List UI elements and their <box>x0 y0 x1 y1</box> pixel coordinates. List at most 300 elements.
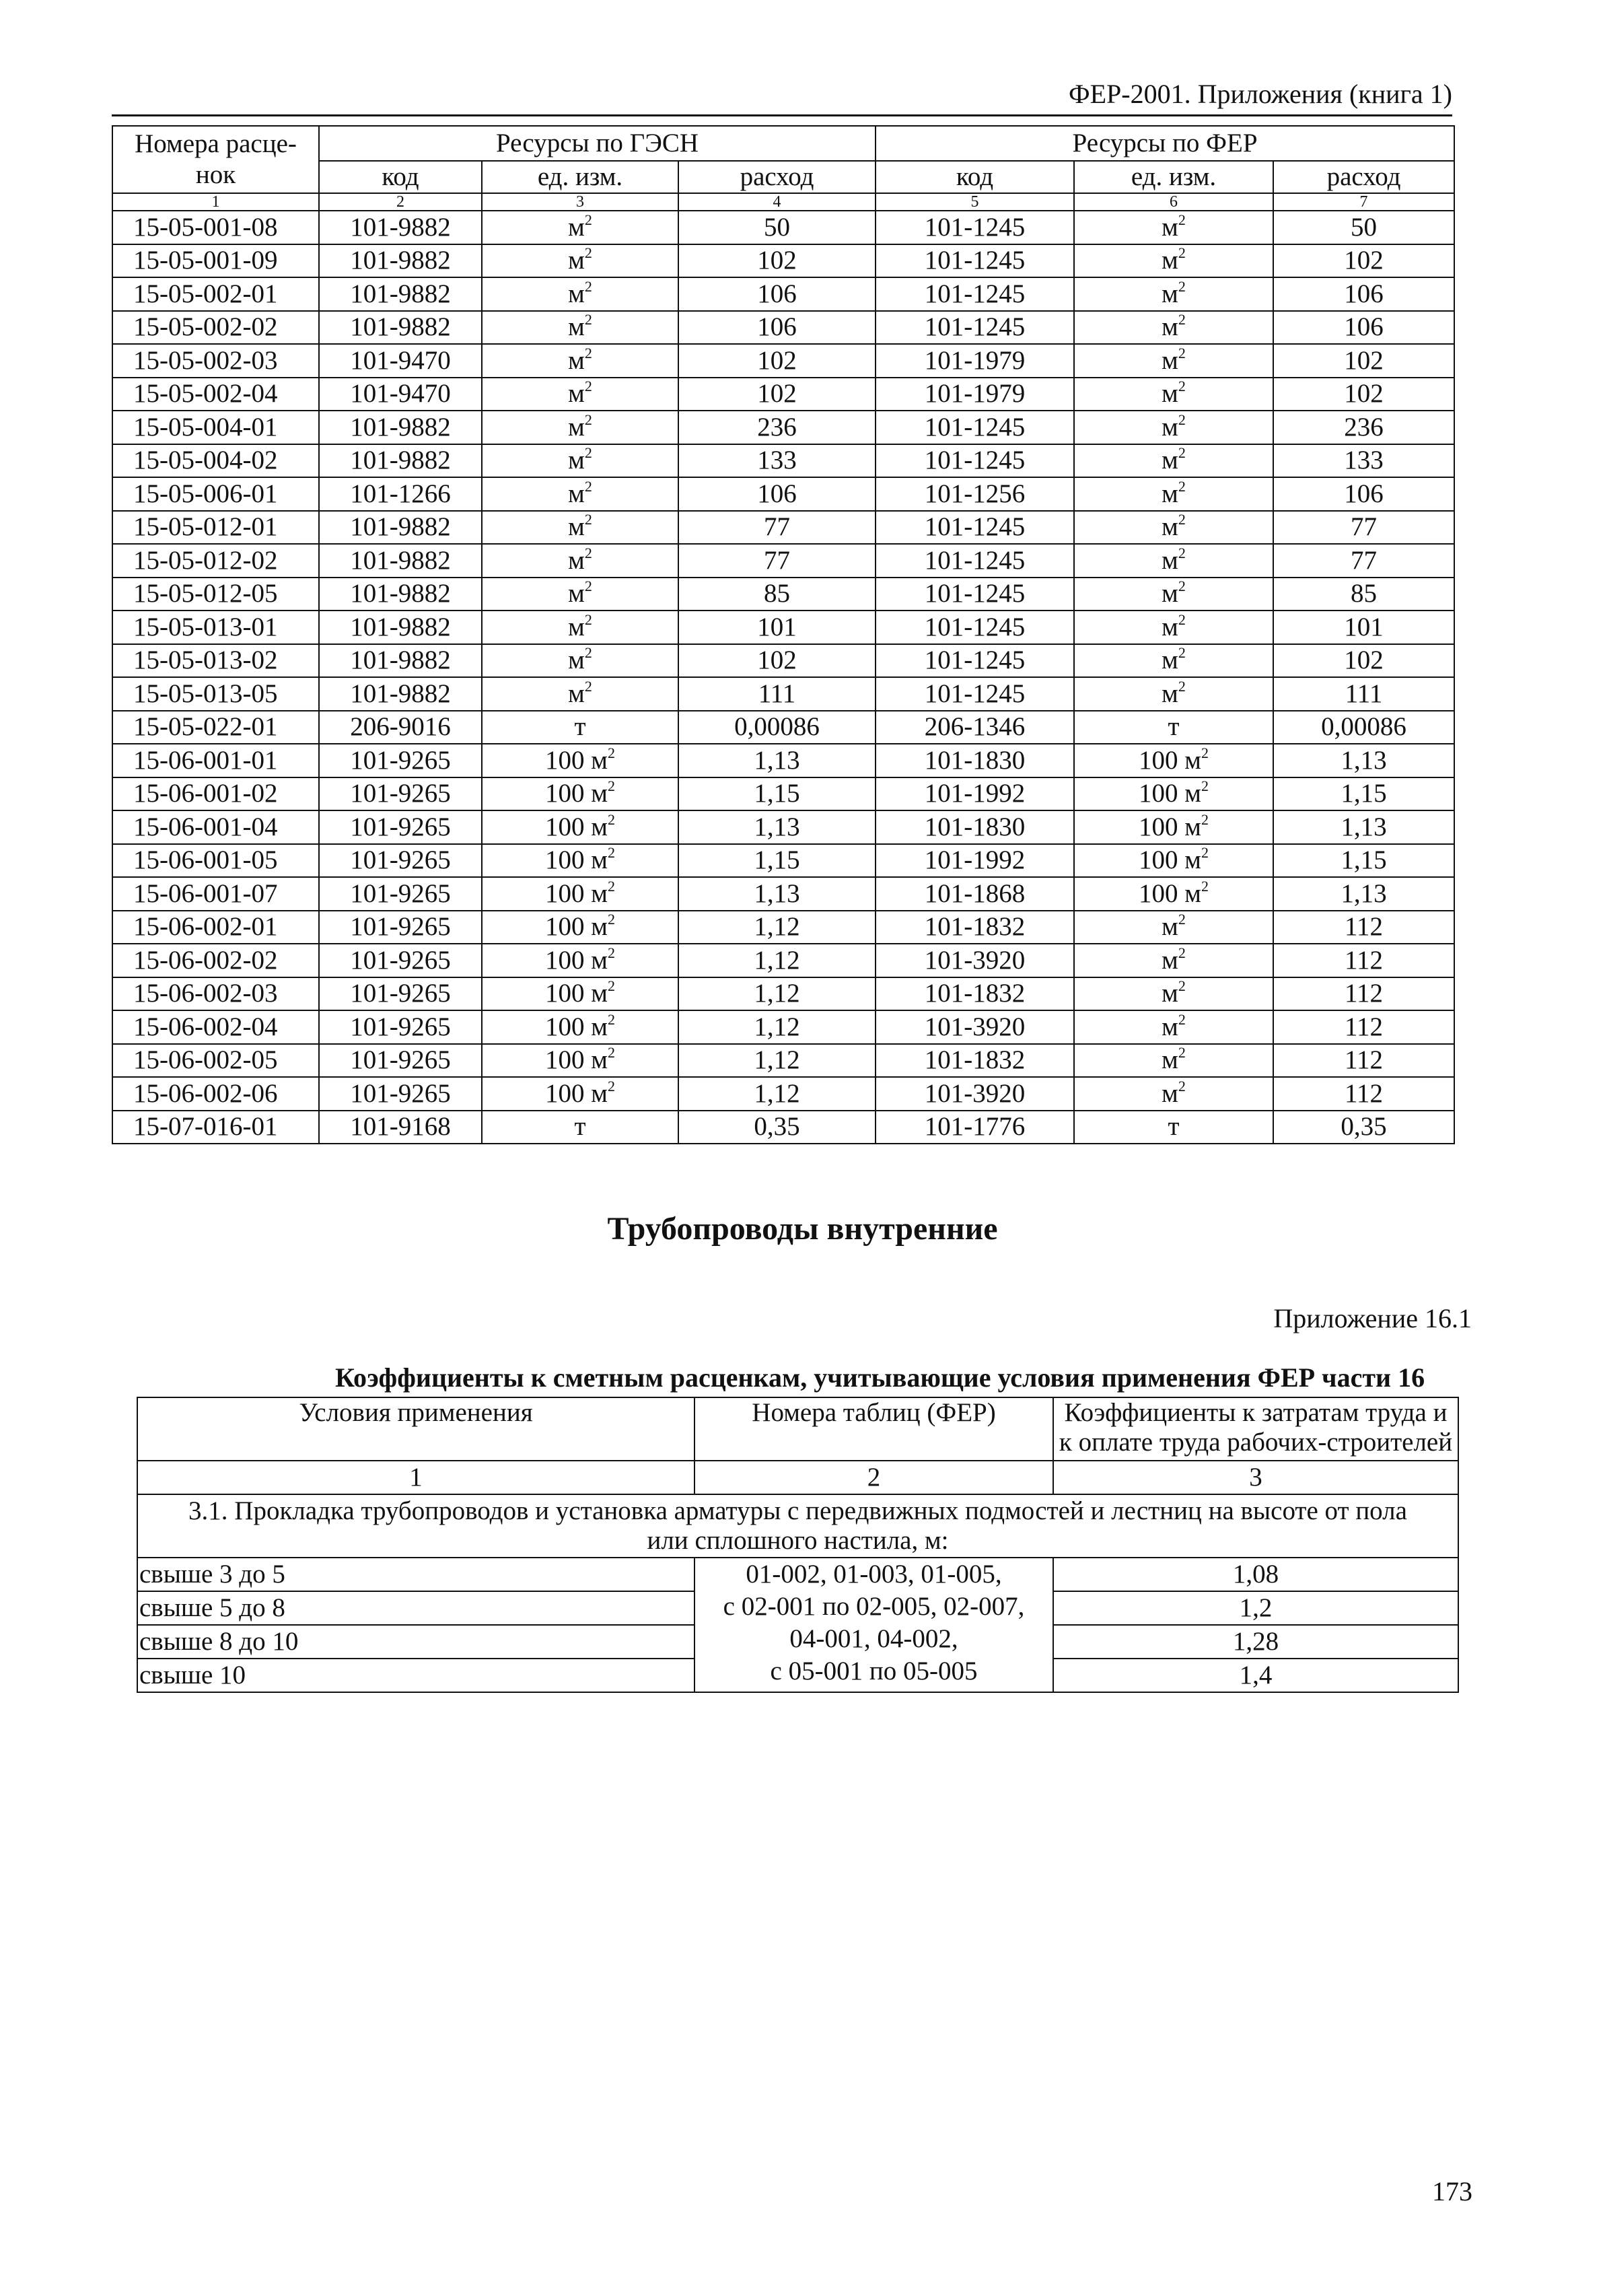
fer-code-cell: 101-1245 <box>876 644 1074 678</box>
fer-unit-cell <box>1074 977 1273 1011</box>
coefficients-table <box>137 1397 1459 1693</box>
fer-code-cell: 101-1245 <box>876 611 1074 644</box>
table-numbers-line: с 02-001 по 02-005, 02-007, <box>723 1592 1025 1621</box>
fer-code-cell: 101-1992 <box>876 777 1074 811</box>
gesn-code-cell: 101-9265 <box>319 777 482 811</box>
gesn-unit-cell-text: м <box>568 679 585 708</box>
table-row <box>112 1111 1454 1144</box>
gesn-code-cell: 101-9882 <box>319 511 482 545</box>
gesn-unit-cell <box>482 1044 678 1078</box>
gesn-unit-cell <box>482 644 678 678</box>
fer-unit-cell-text: 100 м <box>1139 779 1201 808</box>
fer-consumption-cell: 77 <box>1273 544 1454 578</box>
fer-code-cell: 101-3920 <box>876 1010 1074 1044</box>
column-index: 1 <box>137 1461 694 1494</box>
table-row <box>112 777 1454 811</box>
fer-unit-cell <box>1074 744 1273 777</box>
gesn-unit-cell-text: м <box>568 212 585 242</box>
section-title: Трубопроводы внутренние <box>607 1211 998 1247</box>
fer-consumption-cell: 112 <box>1273 1077 1454 1111</box>
rate-number-cell: 15-07-016-01 <box>112 1111 319 1144</box>
gesn-unit-cell-exponent: 2 <box>607 744 615 761</box>
gesn-unit-cell-text: 100 м <box>545 878 608 908</box>
gesn-unit-cell-text: 100 м <box>545 1012 608 1041</box>
fer-unit-cell <box>1074 411 1273 444</box>
fer-unit-cell-exponent: 2 <box>1178 411 1186 428</box>
gesn-code-cell: 101-9882 <box>319 578 482 611</box>
table-numbers-line: с 05-001 по 05-005 <box>770 1657 978 1685</box>
fer-consumption-cell: 50 <box>1273 211 1454 244</box>
rate-number-cell: 15-06-001-05 <box>112 844 319 878</box>
rate-number-cell: 15-05-012-02 <box>112 544 319 578</box>
table-row <box>112 211 1454 244</box>
condition-cell: свыше 5 до 8 <box>137 1591 694 1625</box>
fer-unit-cell-text: м <box>1162 1012 1178 1041</box>
column-index: 7 <box>1273 193 1454 211</box>
fer-unit-cell <box>1074 344 1273 378</box>
fer-unit-cell-text: м <box>1162 679 1178 708</box>
gesn-unit-cell-text: м <box>568 446 585 475</box>
gesn-unit-cell-exponent: 2 <box>607 877 615 895</box>
fer-unit-cell <box>1074 444 1273 478</box>
gesn-consumption-cell: 0,35 <box>678 1111 876 1144</box>
gesn-unit-cell <box>482 211 678 244</box>
table-row <box>112 877 1454 911</box>
gesn-unit-cell-text: м <box>568 345 585 375</box>
header-gesn-unit: ед. изм. <box>482 161 678 193</box>
fer-unit-cell-exponent: 2 <box>1178 611 1186 628</box>
fer-unit-cell <box>1074 644 1273 678</box>
fer-code-cell: 101-1245 <box>876 411 1074 444</box>
header-gesn-group: Ресурсы по ГЭСН <box>319 126 876 161</box>
table-row <box>112 578 1454 611</box>
gesn-code-cell: 101-9882 <box>319 544 482 578</box>
fer-unit-cell-text: м <box>1162 612 1178 641</box>
coefficient-cell: 1,2 <box>1053 1591 1458 1625</box>
fer-unit-cell-text: м <box>1162 212 1178 242</box>
fer-unit-cell <box>1074 944 1273 977</box>
column-index: 2 <box>319 193 482 211</box>
fer-unit-cell-text: м <box>1162 379 1178 409</box>
gesn-consumption-cell: 1,12 <box>678 944 876 977</box>
column-index: 5 <box>876 193 1074 211</box>
gesn-unit-cell <box>482 777 678 811</box>
table-row <box>112 810 1454 844</box>
gesn-consumption-cell: 1,12 <box>678 911 876 944</box>
table-row <box>112 677 1454 711</box>
fer-code-cell: 101-1245 <box>876 244 1074 278</box>
fer-unit-cell-text: м <box>1162 912 1178 942</box>
coefficient-cell: 1,28 <box>1053 1625 1458 1659</box>
gesn-unit-cell-exponent: 2 <box>584 611 592 628</box>
gesn-unit-cell-text: м <box>568 379 585 409</box>
rate-number-cell: 15-06-002-02 <box>112 944 319 977</box>
gesn-unit-cell-exponent: 2 <box>607 1010 615 1028</box>
fer-unit-cell <box>1074 911 1273 944</box>
rate-number-cell: 15-06-002-03 <box>112 977 319 1011</box>
gesn-unit-cell-exponent: 2 <box>607 977 615 995</box>
header-conditions: Условия применения <box>137 1397 694 1461</box>
rate-number-cell: 15-06-001-02 <box>112 777 319 811</box>
fer-unit-cell-exponent: 2 <box>1178 944 1186 961</box>
fer-unit-cell <box>1074 311 1273 345</box>
gesn-consumption-cell: 1,13 <box>678 877 876 911</box>
table-row <box>112 511 1454 545</box>
fer-unit-cell-text: м <box>1162 945 1178 975</box>
gesn-unit-cell <box>482 711 678 744</box>
fer-code-cell: 101-1868 <box>876 877 1074 911</box>
rate-number-cell: 15-06-001-01 <box>112 744 319 777</box>
fer-unit-cell-exponent: 2 <box>1178 511 1186 528</box>
fer-unit-cell-text: м <box>1162 479 1178 508</box>
fer-unit-cell-text: м <box>1162 412 1178 442</box>
gesn-code-cell: 101-9470 <box>319 344 482 378</box>
fer-consumption-cell: 0,00086 <box>1273 711 1454 744</box>
fer-unit-cell <box>1074 578 1273 611</box>
fer-unit-cell-text: м <box>1162 1045 1178 1075</box>
fer-code-cell: 101-3920 <box>876 944 1074 977</box>
column-index: 3 <box>1053 1461 1458 1494</box>
fer-consumption-cell: 112 <box>1273 1010 1454 1044</box>
fer-consumption-cell: 102 <box>1273 344 1454 378</box>
header-coefficients-line2: к оплате труда рабочих-строителей <box>1059 1428 1453 1457</box>
fer-unit-cell-text: 100 м <box>1139 745 1201 775</box>
condition-cell: свыше 3 до 5 <box>137 1558 694 1591</box>
fer-code-cell: 101-1776 <box>876 1111 1074 1144</box>
gesn-unit-cell-exponent: 2 <box>607 911 615 928</box>
fer-code-cell: 101-1832 <box>876 977 1074 1011</box>
fer-code-cell: 101-1832 <box>876 911 1074 944</box>
gesn-unit-cell <box>482 1010 678 1044</box>
gesn-code-cell: 101-9265 <box>319 911 482 944</box>
gesn-unit-cell <box>482 511 678 545</box>
gesn-code-cell: 101-9882 <box>319 444 482 478</box>
gesn-unit-cell-exponent: 2 <box>607 944 615 961</box>
resources-table-body <box>112 211 1454 1144</box>
fer-consumption-cell: 77 <box>1273 511 1454 545</box>
table-row <box>112 1010 1454 1044</box>
gesn-unit-cell-exponent: 2 <box>607 844 615 862</box>
fer-consumption-cell: 112 <box>1273 977 1454 1011</box>
gesn-consumption-cell: 85 <box>678 578 876 611</box>
gesn-unit-cell-exponent: 2 <box>607 810 615 828</box>
gesn-consumption-cell: 1,13 <box>678 744 876 777</box>
fer-unit-cell <box>1074 511 1273 545</box>
table-row <box>112 844 1454 878</box>
fer-consumption-cell: 236 <box>1273 411 1454 444</box>
gesn-unit-cell <box>482 744 678 777</box>
gesn-code-cell: 101-9265 <box>319 1044 482 1078</box>
gesn-consumption-cell: 1,12 <box>678 1010 876 1044</box>
fer-code-cell: 101-1245 <box>876 311 1074 345</box>
header-coefficients-line1: Коэффициенты к затратам труда и <box>1064 1398 1448 1427</box>
gesn-unit-cell-text: м <box>568 512 585 542</box>
gesn-code-cell: 101-9882 <box>319 311 482 345</box>
fer-code-cell: 101-1830 <box>876 744 1074 777</box>
fer-consumption-cell: 133 <box>1273 444 1454 478</box>
fer-unit-cell <box>1074 777 1273 811</box>
fer-unit-cell <box>1074 611 1273 644</box>
gesn-code-cell: 101-9265 <box>319 944 482 977</box>
fer-consumption-cell: 102 <box>1273 378 1454 411</box>
gesn-code-cell: 101-1266 <box>319 477 482 511</box>
table-row <box>112 444 1454 478</box>
fer-unit-cell <box>1074 810 1273 844</box>
rate-number-cell: 15-05-002-03 <box>112 344 319 378</box>
table-numbers-line: 04-001, 04-002, <box>789 1624 958 1653</box>
header-gesn-code: код <box>319 161 482 193</box>
fer-consumption-cell: 1,13 <box>1273 877 1454 911</box>
gesn-consumption-cell: 101 <box>678 611 876 644</box>
gesn-consumption-cell: 1,15 <box>678 844 876 878</box>
gesn-code-cell: 101-9265 <box>319 877 482 911</box>
fer-unit-cell <box>1074 877 1273 911</box>
gesn-unit-cell-exponent: 2 <box>584 511 592 528</box>
fer-unit-cell-exponent: 2 <box>1201 844 1209 862</box>
rate-number-cell: 15-06-002-06 <box>112 1077 319 1111</box>
table-row <box>112 977 1454 1011</box>
gesn-code-cell: 101-9265 <box>319 1010 482 1044</box>
fer-unit-cell <box>1074 844 1273 878</box>
fer-consumption-cell: 102 <box>1273 644 1454 678</box>
gesn-unit-cell <box>482 444 678 478</box>
fer-code-cell: 101-1245 <box>876 444 1074 478</box>
table-row <box>112 311 1454 345</box>
fer-code-cell: 101-1832 <box>876 1044 1074 1078</box>
gesn-unit-cell-exponent: 2 <box>584 411 592 428</box>
fer-unit-cell-exponent: 2 <box>1178 544 1186 561</box>
fer-code-cell: 101-1979 <box>876 378 1074 411</box>
header-fer-code: код <box>876 161 1074 193</box>
gesn-unit-cell <box>482 877 678 911</box>
fer-unit-cell-exponent: 2 <box>1178 1044 1186 1062</box>
fer-code-cell: 101-1979 <box>876 344 1074 378</box>
fer-unit-cell <box>1074 1010 1273 1044</box>
fer-code-cell: 101-1245 <box>876 677 1074 711</box>
header-fer-group: Ресурсы по ФЕР <box>876 126 1454 161</box>
fer-code-cell: 101-1245 <box>876 544 1074 578</box>
fer-unit-cell-exponent: 2 <box>1178 1010 1186 1028</box>
gesn-consumption-cell: 1,15 <box>678 777 876 811</box>
gesn-code-cell: 101-9882 <box>319 677 482 711</box>
coefficients-table-title: Коэффициенты к сметным расценкам, учитывающие условия применения ФЕР части 16 <box>335 1362 1425 1393</box>
fer-code-cell: 101-1245 <box>876 211 1074 244</box>
rate-number-cell: 15-06-001-07 <box>112 877 319 911</box>
gesn-unit-cell <box>482 477 678 511</box>
gesn-unit-cell-exponent: 2 <box>584 677 592 695</box>
gesn-unit-cell <box>482 411 678 444</box>
table-row <box>112 711 1454 744</box>
fer-unit-cell <box>1074 711 1273 744</box>
gesn-consumption-cell: 77 <box>678 511 876 545</box>
gesn-unit-cell <box>482 810 678 844</box>
fer-consumption-cell: 1,13 <box>1273 744 1454 777</box>
gesn-code-cell: 101-9882 <box>319 211 482 244</box>
gesn-unit-cell-text: 100 м <box>545 979 608 1008</box>
table-row <box>112 1077 1454 1111</box>
gesn-unit-cell-exponent: 2 <box>584 444 592 462</box>
table-row <box>112 1044 1454 1078</box>
header-fer-consumption: расход <box>1273 161 1454 193</box>
header-rate-number-line1: Номера расце- <box>135 129 297 158</box>
header-gesn-consumption: расход <box>678 161 876 193</box>
table-row <box>112 611 1454 644</box>
fer-code-cell: 101-1256 <box>876 477 1074 511</box>
fer-consumption-cell: 1,13 <box>1273 810 1454 844</box>
gesn-unit-cell-text: м <box>568 279 585 308</box>
gesn-unit-cell <box>482 378 678 411</box>
fer-unit-cell-exponent: 2 <box>1178 477 1186 495</box>
fer-code-cell: 101-1245 <box>876 578 1074 611</box>
fer-unit-cell-text: м <box>1162 646 1178 675</box>
gesn-unit-cell <box>482 578 678 611</box>
gesn-unit-cell-exponent: 2 <box>584 378 592 395</box>
fer-unit-cell-text: м <box>1162 579 1178 608</box>
column-index: 1 <box>112 193 319 211</box>
fer-code-cell: 101-1992 <box>876 844 1074 878</box>
gesn-consumption-cell: 1,13 <box>678 810 876 844</box>
fer-unit-cell-exponent: 2 <box>1178 244 1186 262</box>
header-coefficients <box>1053 1397 1458 1461</box>
rate-number-cell: 15-05-002-02 <box>112 311 319 345</box>
fer-unit-cell <box>1074 211 1273 244</box>
gesn-code-cell: 101-9265 <box>319 844 482 878</box>
gesn-unit-cell-exponent: 2 <box>607 1044 615 1062</box>
header-fer-unit: ед. изм. <box>1074 161 1273 193</box>
rate-number-cell: 15-06-002-04 <box>112 1010 319 1044</box>
fer-consumption-cell: 112 <box>1273 944 1454 977</box>
gesn-unit-cell <box>482 544 678 578</box>
table-row <box>112 477 1454 511</box>
gesn-code-cell: 101-9265 <box>319 744 482 777</box>
gesn-unit-cell-text: 100 м <box>545 812 608 841</box>
gesn-unit-cell <box>482 911 678 944</box>
gesn-unit-cell-text: м <box>568 646 585 675</box>
rate-number-cell: 15-05-002-01 <box>112 277 319 311</box>
gesn-unit-cell <box>482 244 678 278</box>
fer-unit-cell-text: м <box>1162 345 1178 375</box>
fer-unit-cell-text: м <box>1162 512 1178 542</box>
rate-number-cell: 15-06-002-01 <box>112 911 319 944</box>
table-numbers-cell <box>694 1558 1053 1692</box>
gesn-unit-cell-exponent: 2 <box>584 544 592 561</box>
gesn-unit-cell-text: 100 м <box>545 1045 608 1075</box>
fer-unit-cell-exponent: 2 <box>1178 578 1186 595</box>
gesn-consumption-cell: 77 <box>678 544 876 578</box>
fer-unit-cell-exponent: 2 <box>1178 1077 1186 1094</box>
column-index: 4 <box>678 193 876 211</box>
gesn-unit-cell-exponent: 2 <box>584 311 592 328</box>
fer-unit-cell-exponent: 2 <box>1178 677 1186 695</box>
gesn-consumption-cell: 102 <box>678 644 876 678</box>
gesn-consumption-cell: 102 <box>678 244 876 278</box>
gesn-unit-cell-text: 100 м <box>545 845 608 875</box>
table-row <box>112 244 1454 278</box>
fer-unit-cell-exponent: 2 <box>1178 444 1186 462</box>
rate-number-cell: 15-05-001-09 <box>112 244 319 278</box>
rate-number-cell: 15-05-002-04 <box>112 378 319 411</box>
gesn-code-cell: 101-9882 <box>319 611 482 644</box>
fer-unit-cell-exponent: 2 <box>1201 877 1209 895</box>
fer-unit-cell-exponent: 2 <box>1178 211 1186 228</box>
fer-unit-cell-text: м <box>1162 246 1178 275</box>
fer-unit-cell-text: т <box>1168 712 1180 742</box>
gesn-code-cell: 101-9470 <box>319 378 482 411</box>
gesn-consumption-cell: 1,12 <box>678 977 876 1011</box>
fer-unit-cell-exponent: 2 <box>1178 911 1186 928</box>
gesn-unit-cell-text: т <box>574 712 586 742</box>
fer-unit-cell-text: м <box>1162 545 1178 575</box>
gesn-consumption-cell: 102 <box>678 344 876 378</box>
column-index: 3 <box>482 193 678 211</box>
gesn-consumption-cell: 106 <box>678 277 876 311</box>
gesn-unit-cell-exponent: 2 <box>584 244 592 262</box>
gesn-unit-cell-exponent: 2 <box>584 344 592 361</box>
fer-unit-cell-text: м <box>1162 446 1178 475</box>
rate-number-cell: 15-05-012-01 <box>112 511 319 545</box>
gesn-unit-cell <box>482 611 678 644</box>
fer-unit-cell-exponent: 2 <box>1201 777 1209 795</box>
coefficient-cell: 1,08 <box>1053 1558 1458 1591</box>
table-numbers-line: 01-002, 01-003, 01-005, <box>746 1560 1002 1589</box>
fer-consumption-cell: 0,35 <box>1273 1111 1454 1144</box>
fer-unit-cell-text: м <box>1162 312 1178 342</box>
fer-consumption-cell: 106 <box>1273 477 1454 511</box>
gesn-unit-cell <box>482 344 678 378</box>
fer-consumption-cell: 1,15 <box>1273 844 1454 878</box>
gesn-unit-cell <box>482 311 678 345</box>
column-index: 2 <box>694 1461 1053 1494</box>
gesn-unit-cell-exponent: 2 <box>584 211 592 228</box>
gesn-unit-cell-text: 100 м <box>545 779 608 808</box>
fer-unit-cell <box>1074 544 1273 578</box>
gesn-consumption-cell: 236 <box>678 411 876 444</box>
gesn-unit-cell-text: 100 м <box>545 945 608 975</box>
fer-code-cell: 101-3920 <box>876 1077 1074 1111</box>
rate-number-cell: 15-05-013-05 <box>112 677 319 711</box>
page-number: 173 <box>1432 2176 1472 2206</box>
gesn-unit-cell <box>482 1111 678 1144</box>
fer-unit-cell <box>1074 1077 1273 1111</box>
gesn-unit-cell-exponent: 2 <box>584 477 592 495</box>
condition-cell: свыше 10 <box>137 1659 694 1692</box>
gesn-unit-cell <box>482 944 678 977</box>
rate-number-cell: 15-05-013-02 <box>112 644 319 678</box>
gesn-code-cell: 101-9265 <box>319 810 482 844</box>
gesn-unit-cell-exponent: 2 <box>607 777 615 795</box>
fer-unit-cell-exponent: 2 <box>1201 744 1209 761</box>
fer-consumption-cell: 85 <box>1273 578 1454 611</box>
fer-unit-cell-text: 100 м <box>1139 812 1201 841</box>
fer-consumption-cell: 106 <box>1273 277 1454 311</box>
gesn-consumption-cell: 111 <box>678 677 876 711</box>
fer-unit-cell-text: 100 м <box>1139 878 1201 908</box>
rate-number-cell: 15-06-001-04 <box>112 810 319 844</box>
gesn-consumption-cell: 133 <box>678 444 876 478</box>
fer-unit-cell-exponent: 2 <box>1178 344 1186 361</box>
gesn-unit-cell-exponent: 2 <box>584 277 592 295</box>
appendix-label: Приложение 16.1 <box>1273 1303 1472 1333</box>
running-header <box>112 75 1452 116</box>
gesn-unit-cell-text: 100 м <box>545 745 608 775</box>
column-index: 6 <box>1074 193 1273 211</box>
table-row <box>112 411 1454 444</box>
gesn-unit-cell-text: м <box>568 579 585 608</box>
fer-unit-cell-exponent: 2 <box>1178 277 1186 295</box>
rate-number-cell: 15-05-013-01 <box>112 611 319 644</box>
fer-consumption-cell: 112 <box>1273 1044 1454 1078</box>
condition-cell: свыше 8 до 10 <box>137 1625 694 1659</box>
